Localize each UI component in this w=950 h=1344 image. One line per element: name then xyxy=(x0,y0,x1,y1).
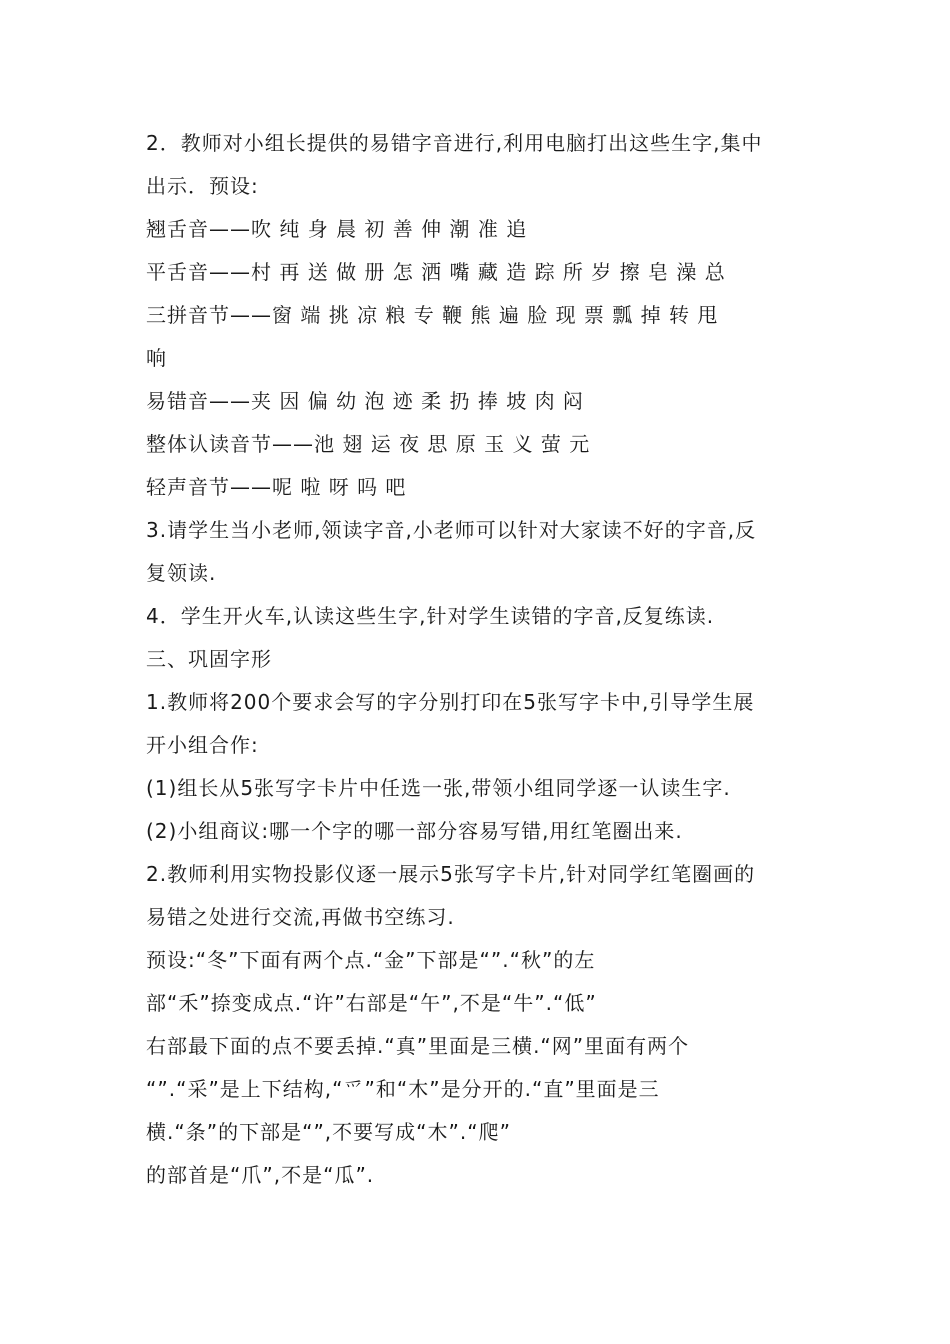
text-line-4: 平舌音——村 再 送 做 册 怎 洒 嘴 藏 造 踪 所 岁 擦 皂 澡 总 xyxy=(146,260,726,284)
text-line-25: 的部首是“爪”,不是“瓜”. xyxy=(146,1163,375,1187)
text-line-14: 1.教师将200个要求会写的字分别打印在5张写字卡中,引导学生展 xyxy=(146,690,755,714)
text-line-3: 翘舌音——吹 纯 身 晨 初 善 伸 潮 准 追 xyxy=(146,217,528,241)
text-line-17: (2)小组商议:哪一个字的哪一部分容易写错,用红笔圈出来. xyxy=(146,819,683,843)
text-line-16: (1)组长从5张写字卡片中任选一张,带领小组同学逐一认读生字. xyxy=(146,776,731,800)
text-line-11: 复领读. xyxy=(146,561,217,585)
text-line-18: 2.教师利用实物投影仪逐一展示5张写字卡片,针对同学红笔圈画的 xyxy=(146,862,756,886)
text-line-1: 2．教师对小组长提供的易错字音进行,利用电脑打出这些生字,集中 xyxy=(146,131,763,155)
text-line-5: 三拼音节——窗 端 挑 凉 粮 专 鞭 熊 遍 脸 现 票 瓢 掉 转 甩 xyxy=(146,303,719,327)
text-line-15: 开小组合作: xyxy=(146,733,259,757)
text-line-6: 响 xyxy=(146,346,167,370)
text-line-23: “”.“采”是上下结构,“爫”和“木”是分开的.“直”里面是三 xyxy=(146,1077,660,1101)
text-line-12: 4．学生开火车,认读这些生字,针对学生读错的字音,反复练读. xyxy=(146,604,715,628)
text-line-20: 预设:“冬”下面有两个点.“金”下部是“”.“秋”的左 xyxy=(146,948,596,972)
section-heading: 三、巩固字形 xyxy=(146,647,272,671)
text-line-10: 3.请学生当小老师,领读字音,小老师可以针对大家读不好的字音,反 xyxy=(146,518,757,542)
text-line-24: 横.“条”的下部是“”,不要写成“木”.“爬” xyxy=(146,1120,511,1144)
text-line-7: 易错音——夹 因 偏 幼 泡 迹 柔 扔 捧 坡 肉 闷 xyxy=(146,389,584,413)
text-line-2: 出示．预设: xyxy=(146,174,259,198)
text-line-19: 易错之处进行交流,再做书空练习. xyxy=(146,905,455,929)
text-line-8: 整体认读音节——池 翅 运 夜 思 原 玉 义 萤 元 xyxy=(146,432,591,456)
text-line-21: 部“禾”捺变成点.“许”右部是“午”,不是“牛”.“低” xyxy=(146,991,597,1015)
text-line-22: 右部最下面的点不要丢掉.“真”里面是三横.“网”里面有两个 xyxy=(146,1034,690,1058)
text-line-9: 轻声音节——呢 啦 呀 吗 吧 xyxy=(146,475,407,499)
document-body xyxy=(146,122,826,1197)
